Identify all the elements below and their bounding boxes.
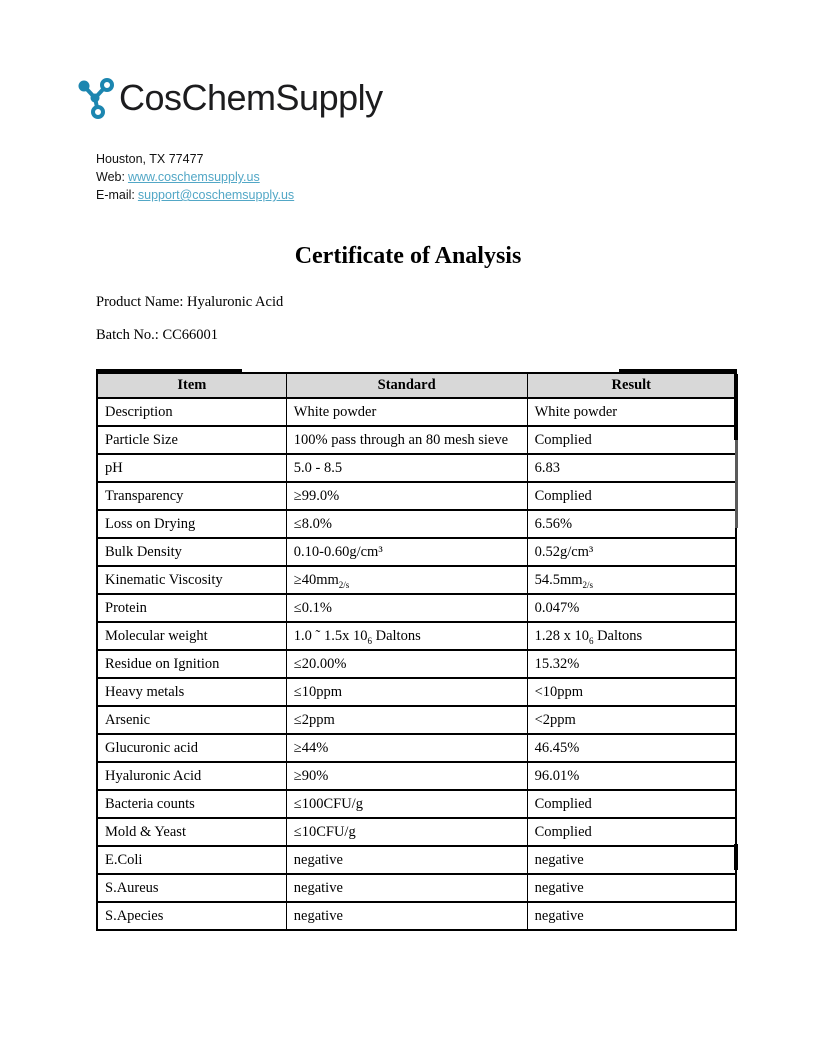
table-cell-result: 96.01% [527, 762, 736, 790]
table-cell-item: Heavy metals [97, 678, 286, 706]
batch-number-line: Batch No.: CC66001 [96, 327, 219, 343]
table-cell-standard: negative [286, 902, 527, 930]
table-cell-standard: ≥90% [286, 762, 527, 790]
table-cell-item: Mold & Yeast [97, 818, 286, 846]
scan-artifact [735, 440, 738, 528]
table-row [97, 818, 736, 846]
table-cell-item: Hyaluronic Acid [97, 762, 286, 790]
table-cell-result: 6.83 [527, 454, 736, 482]
table-cell-standard: ≤0.1% [286, 594, 527, 622]
header-row [97, 373, 736, 398]
table-cell-standard: ≤20.00% [286, 650, 527, 678]
email-line [96, 186, 294, 204]
table-cell-item: Arsenic [97, 706, 286, 734]
table-cell-item: Molecular weight [97, 622, 286, 650]
table-cell-standard: 100% pass through an 80 mesh sieve [286, 426, 527, 454]
table-cell-result: White powder [527, 398, 736, 426]
table-cell-standard: 1.0 ˜ 1.5x $10_6$ Daltons [286, 622, 527, 650]
table-row [97, 510, 736, 538]
table-cell-standard: 5.0 - 8.5 [286, 454, 527, 482]
table-cell-result: negative [527, 874, 736, 902]
brand-name: CosChemSupply [119, 77, 383, 118]
table-cell-standard: ≤8.0% [286, 510, 527, 538]
table-row [97, 454, 736, 482]
table-cell-item: Bulk Density [97, 538, 286, 566]
table-cell-item: Particle Size [97, 426, 286, 454]
table-row [97, 398, 736, 426]
table-cell-result: <2ppm [527, 706, 736, 734]
table-cell-item: Residue on Ignition [97, 650, 286, 678]
table-cell-standard: ≥44% [286, 734, 527, 762]
table-row [97, 706, 736, 734]
table-row [97, 790, 736, 818]
product-name-line: Product Name: Hyaluronic Acid [96, 294, 284, 310]
table-cell-standard: negative [286, 846, 527, 874]
table-row [97, 902, 736, 930]
website-link[interactable]: www.coschemsupply.us [127, 170, 260, 184]
table-cell-item: Description [97, 398, 286, 426]
column-header-standard: Standard [286, 373, 527, 398]
table-cell-standard: negative [286, 874, 527, 902]
table-cell-result: Complied [527, 482, 736, 510]
molecule-icon [74, 74, 118, 122]
table-cell-result: Complied [527, 818, 736, 846]
table-cell-result: 0.047% [527, 594, 736, 622]
table-cell-result: 46.45% [527, 734, 736, 762]
page-title: Certificate of Analysis [294, 243, 522, 269]
table-cell-result: 0.52g/cm³ [527, 538, 736, 566]
table-cell-item: pH [97, 454, 286, 482]
table-cell-standard: ≤100CFU/g [286, 790, 527, 818]
table-cell-item: S.Aureus [97, 874, 286, 902]
table-cell-item: Kinematic Viscosity [97, 566, 286, 594]
table-cell-standard: $\ge 40mm_{2/s}$ [286, 566, 527, 594]
table-row [97, 538, 736, 566]
table-cell-result: $54.5mm_{2/s}$ [527, 566, 736, 594]
table-cell-item: Protein [97, 594, 286, 622]
address-line: Houston, TX 77477 [96, 152, 204, 166]
scan-artifact [96, 369, 242, 373]
table-cell-item: Loss on Drying [97, 510, 286, 538]
table-cell-standard: ≤10ppm [286, 678, 527, 706]
table-row [97, 846, 736, 874]
table-row [97, 566, 736, 594]
coa-table-body [97, 398, 736, 930]
email-link[interactable]: support@coschemsupply.us [137, 188, 295, 202]
table-row [97, 650, 736, 678]
table-row [97, 594, 736, 622]
scan-artifact [734, 374, 738, 440]
table-row [97, 426, 736, 454]
table-row [97, 482, 736, 510]
contact-block [96, 150, 294, 204]
email-label: E-mail: [96, 188, 135, 202]
table-cell-result: Complied [527, 790, 736, 818]
coa-table [96, 372, 737, 931]
table-cell-result: 15.32% [527, 650, 736, 678]
web-line [96, 168, 294, 186]
column-header-result: Result [527, 373, 736, 398]
table-cell-result: <10ppm [527, 678, 736, 706]
table-cell-item: Bacteria counts [97, 790, 286, 818]
table-row [97, 678, 736, 706]
table-cell-result: 6.56% [527, 510, 736, 538]
table-row [97, 622, 736, 650]
table-cell-result: negative [527, 902, 736, 930]
scan-artifact [734, 844, 738, 870]
table-row [97, 734, 736, 762]
table-cell-item: Glucuronic acid [97, 734, 286, 762]
table-cell-result: 1.28 x $10_6$ Daltons [527, 622, 736, 650]
table-cell-result: negative [527, 846, 736, 874]
table-cell-item: E.Coli [97, 846, 286, 874]
table-cell-item: S.Apecies [97, 902, 286, 930]
web-label: Web: [96, 170, 125, 184]
company-logo [74, 74, 383, 122]
table-row [97, 762, 736, 790]
table-cell-standard: ≤2ppm [286, 706, 527, 734]
column-header-item: Item [97, 373, 286, 398]
table-cell-standard: ≥99.0% [286, 482, 527, 510]
coa-table-header [97, 373, 736, 398]
table-row [97, 874, 736, 902]
table-cell-standard: ≤10CFU/g [286, 818, 527, 846]
table-cell-standard: White powder [286, 398, 527, 426]
table-cell-item: Transparency [97, 482, 286, 510]
table-cell-standard: 0.10-0.60g/cm³ [286, 538, 527, 566]
scan-artifact [619, 369, 737, 373]
table-cell-result: Complied [527, 426, 736, 454]
